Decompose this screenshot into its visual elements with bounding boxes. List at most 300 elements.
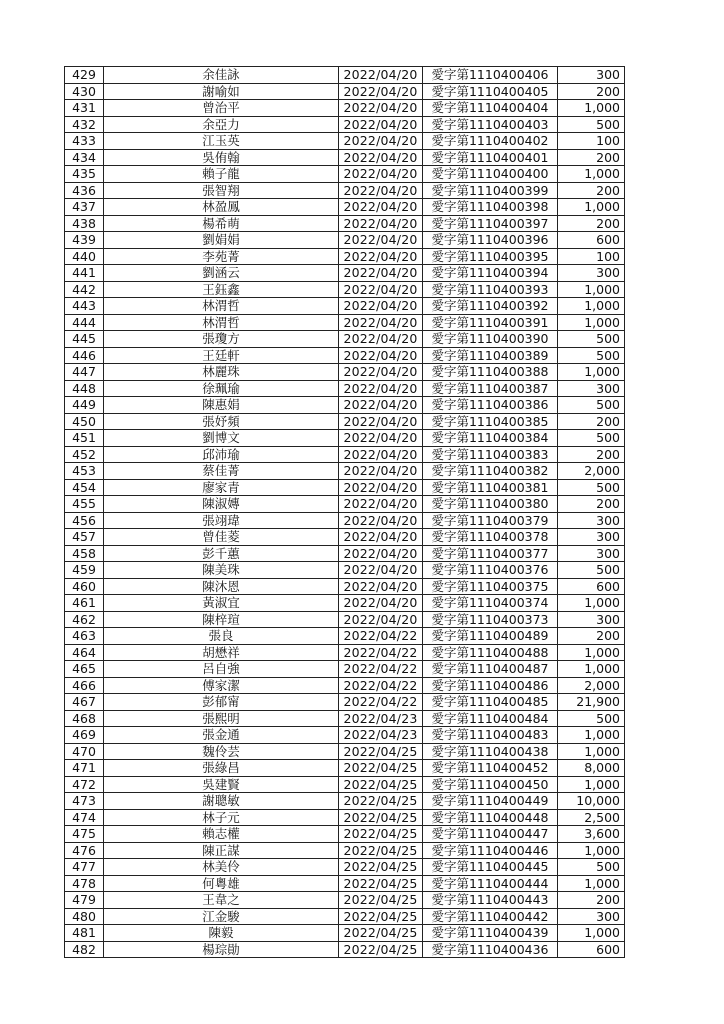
- row-number-cell: 461: [65, 595, 104, 612]
- receipt-number-cell: 愛字第1110400443: [423, 892, 558, 909]
- row-number-cell: 438: [65, 215, 104, 232]
- donation-date-cell: 2022/04/25: [339, 776, 423, 793]
- receipt-number-cell: 愛字第1110400378: [423, 529, 558, 546]
- table-row: [65, 149, 625, 166]
- donor-name-cell: 楊希萌: [104, 215, 339, 232]
- donor-name-cell: 何粵雄: [104, 875, 339, 892]
- table-row: [65, 925, 625, 942]
- donation-date-cell: 2022/04/20: [339, 149, 423, 166]
- donation-amount-cell: 300: [558, 908, 625, 925]
- receipt-number-cell: 愛字第1110400446: [423, 842, 558, 859]
- receipt-number-cell: 愛字第1110400396: [423, 232, 558, 249]
- table-row: [65, 199, 625, 216]
- receipt-number-cell: 愛字第1110400397: [423, 215, 558, 232]
- receipt-number-cell: 愛字第1110400385: [423, 413, 558, 430]
- donation-amount-cell: 1,000: [558, 743, 625, 760]
- donation-amount-cell: 500: [558, 859, 625, 876]
- row-number-cell: 436: [65, 182, 104, 199]
- donation-amount-cell: 300: [558, 512, 625, 529]
- donation-date-cell: 2022/04/20: [339, 281, 423, 298]
- table-row: [65, 826, 625, 843]
- donor-name-cell: 吳建賢: [104, 776, 339, 793]
- donor-name-cell: 余佳詠: [104, 67, 339, 84]
- row-number-cell: 479: [65, 892, 104, 909]
- receipt-number-cell: 愛字第1110400377: [423, 545, 558, 562]
- donor-name-cell: 呂自強: [104, 661, 339, 678]
- table-row: [65, 430, 625, 447]
- donation-date-cell: 2022/04/20: [339, 116, 423, 133]
- row-number-cell: 455: [65, 496, 104, 513]
- donation-date-cell: 2022/04/20: [339, 265, 423, 282]
- donor-name-cell: 胡懋祥: [104, 644, 339, 661]
- receipt-number-cell: 愛字第1110400392: [423, 298, 558, 315]
- table-row: [65, 331, 625, 348]
- donation-amount-cell: 300: [558, 380, 625, 397]
- table-row: [65, 83, 625, 100]
- receipt-number-cell: 愛字第1110400388: [423, 364, 558, 381]
- donation-date-cell: 2022/04/20: [339, 611, 423, 628]
- donation-date-cell: 2022/04/20: [339, 562, 423, 579]
- row-number-cell: 434: [65, 149, 104, 166]
- donation-date-cell: 2022/04/20: [339, 182, 423, 199]
- receipt-number-cell: 愛字第1110400373: [423, 611, 558, 628]
- donation-date-cell: 2022/04/20: [339, 298, 423, 315]
- donor-name-cell: 吳侑翰: [104, 149, 339, 166]
- receipt-number-cell: 愛字第1110400439: [423, 925, 558, 942]
- donation-date-cell: 2022/04/20: [339, 446, 423, 463]
- donation-date-cell: 2022/04/20: [339, 430, 423, 447]
- table-row: [65, 661, 625, 678]
- donation-amount-cell: 10,000: [558, 793, 625, 810]
- donation-amount-cell: 2,000: [558, 677, 625, 694]
- row-number-cell: 471: [65, 760, 104, 777]
- row-number-cell: 459: [65, 562, 104, 579]
- row-number-cell: 435: [65, 166, 104, 183]
- receipt-number-cell: 愛字第1110400442: [423, 908, 558, 925]
- donor-name-cell: 張良: [104, 628, 339, 645]
- donation-date-cell: 2022/04/20: [339, 413, 423, 430]
- donation-amount-cell: 1,000: [558, 281, 625, 298]
- receipt-number-cell: 愛字第1110400400: [423, 166, 558, 183]
- donation-date-cell: 2022/04/20: [339, 232, 423, 249]
- donation-amount-cell: 1,000: [558, 298, 625, 315]
- table-row: [65, 133, 625, 150]
- table-row: [65, 809, 625, 826]
- receipt-number-cell: 愛字第1110400381: [423, 479, 558, 496]
- donation-table: [64, 66, 625, 958]
- table-row: [65, 760, 625, 777]
- donor-name-cell: 曾治平: [104, 100, 339, 117]
- table-row: [65, 281, 625, 298]
- table-row: [65, 545, 625, 562]
- donation-amount-cell: 100: [558, 133, 625, 150]
- donation-date-cell: 2022/04/25: [339, 826, 423, 843]
- donor-name-cell: 王廷軒: [104, 347, 339, 364]
- table-row: [65, 380, 625, 397]
- row-number-cell: 472: [65, 776, 104, 793]
- receipt-number-cell: 愛字第1110400488: [423, 644, 558, 661]
- receipt-number-cell: 愛字第1110400389: [423, 347, 558, 364]
- donor-name-cell: 魏伶芸: [104, 743, 339, 760]
- donation-date-cell: 2022/04/22: [339, 628, 423, 645]
- table-row: [65, 100, 625, 117]
- donation-amount-cell: 100: [558, 248, 625, 265]
- receipt-number-cell: 愛字第1110400448: [423, 809, 558, 826]
- donor-name-cell: 劉娟娟: [104, 232, 339, 249]
- donation-amount-cell: 2,000: [558, 463, 625, 480]
- table-row: [65, 892, 625, 909]
- donation-date-cell: 2022/04/20: [339, 595, 423, 612]
- donation-amount-cell: 2,500: [558, 809, 625, 826]
- table-row: [65, 875, 625, 892]
- donor-name-cell: 王鈺鑫: [104, 281, 339, 298]
- donation-date-cell: 2022/04/20: [339, 380, 423, 397]
- table-row: [65, 644, 625, 661]
- donor-name-cell: 李苑菁: [104, 248, 339, 265]
- donation-amount-cell: 1,000: [558, 925, 625, 942]
- donation-amount-cell: 500: [558, 562, 625, 579]
- receipt-number-cell: 愛字第1110400398: [423, 199, 558, 216]
- table-row: [65, 496, 625, 513]
- donation-date-cell: 2022/04/20: [339, 199, 423, 216]
- receipt-number-cell: 愛字第1110400484: [423, 710, 558, 727]
- donor-name-cell: 賴志權: [104, 826, 339, 843]
- receipt-number-cell: 愛字第1110400487: [423, 661, 558, 678]
- donor-name-cell: 謝聰敏: [104, 793, 339, 810]
- donor-name-cell: 陳梓瑄: [104, 611, 339, 628]
- donor-name-cell: 林渭哲: [104, 314, 339, 331]
- donor-name-cell: 江玉英: [104, 133, 339, 150]
- receipt-number-cell: 愛字第1110400380: [423, 496, 558, 513]
- receipt-number-cell: 愛字第1110400486: [423, 677, 558, 694]
- row-number-cell: 466: [65, 677, 104, 694]
- row-number-cell: 476: [65, 842, 104, 859]
- donation-date-cell: 2022/04/20: [339, 166, 423, 183]
- donor-name-cell: 張智翔: [104, 182, 339, 199]
- receipt-number-cell: 愛字第1110400395: [423, 248, 558, 265]
- table-row: [65, 116, 625, 133]
- row-number-cell: 473: [65, 793, 104, 810]
- donor-name-cell: 謝喻如: [104, 83, 339, 100]
- table-row: [65, 677, 625, 694]
- row-number-cell: 440: [65, 248, 104, 265]
- donor-name-cell: 林子元: [104, 809, 339, 826]
- donor-name-cell: 楊琮勛: [104, 941, 339, 958]
- donation-date-cell: 2022/04/25: [339, 743, 423, 760]
- row-number-cell: 454: [65, 479, 104, 496]
- donation-amount-cell: 1,000: [558, 166, 625, 183]
- donation-amount-cell: 300: [558, 265, 625, 282]
- donation-date-cell: 2022/04/20: [339, 463, 423, 480]
- donor-name-cell: 劉涵云: [104, 265, 339, 282]
- donation-amount-cell: 200: [558, 413, 625, 430]
- donation-amount-cell: 300: [558, 529, 625, 546]
- row-number-cell: 442: [65, 281, 104, 298]
- donation-date-cell: 2022/04/20: [339, 347, 423, 364]
- donation-date-cell: 2022/04/20: [339, 479, 423, 496]
- donor-name-cell: 賴子龍: [104, 166, 339, 183]
- donation-date-cell: 2022/04/20: [339, 364, 423, 381]
- receipt-number-cell: 愛字第1110400401: [423, 149, 558, 166]
- table-row: [65, 941, 625, 958]
- donor-name-cell: 陳正謀: [104, 842, 339, 859]
- donation-amount-cell: 1,000: [558, 100, 625, 117]
- row-number-cell: 430: [65, 83, 104, 100]
- receipt-number-cell: 愛字第1110400404: [423, 100, 558, 117]
- table-row: [65, 908, 625, 925]
- row-number-cell: 449: [65, 397, 104, 414]
- table-row: [65, 529, 625, 546]
- row-number-cell: 437: [65, 199, 104, 216]
- receipt-number-cell: 愛字第1110400436: [423, 941, 558, 958]
- receipt-number-cell: 愛字第1110400402: [423, 133, 558, 150]
- receipt-number-cell: 愛字第1110400438: [423, 743, 558, 760]
- row-number-cell: 457: [65, 529, 104, 546]
- row-number-cell: 462: [65, 611, 104, 628]
- donation-amount-cell: 1,000: [558, 727, 625, 744]
- donation-date-cell: 2022/04/22: [339, 661, 423, 678]
- table-row: [65, 446, 625, 463]
- donor-name-cell: 林麗珠: [104, 364, 339, 381]
- donation-date-cell: 2022/04/20: [339, 496, 423, 513]
- row-number-cell: 477: [65, 859, 104, 876]
- donor-name-cell: 張金通: [104, 727, 339, 744]
- donation-date-cell: 2022/04/25: [339, 859, 423, 876]
- donor-name-cell: 陳淑嫥: [104, 496, 339, 513]
- donation-amount-cell: 300: [558, 545, 625, 562]
- donor-name-cell: 林美伶: [104, 859, 339, 876]
- donor-name-cell: 陳毅: [104, 925, 339, 942]
- receipt-number-cell: 愛字第1110400383: [423, 446, 558, 463]
- table-row: [65, 347, 625, 364]
- table-row: [65, 298, 625, 315]
- donation-amount-cell: 21,900: [558, 694, 625, 711]
- receipt-number-cell: 愛字第1110400374: [423, 595, 558, 612]
- table-row: [65, 397, 625, 414]
- receipt-number-cell: 愛字第1110400399: [423, 182, 558, 199]
- donation-amount-cell: 600: [558, 232, 625, 249]
- donor-name-cell: 余亞力: [104, 116, 339, 133]
- receipt-number-cell: 愛字第1110400384: [423, 430, 558, 447]
- donation-amount-cell: 200: [558, 496, 625, 513]
- donor-name-cell: 王韋之: [104, 892, 339, 909]
- table-row: [65, 265, 625, 282]
- donation-amount-cell: 500: [558, 710, 625, 727]
- donation-amount-cell: 1,000: [558, 875, 625, 892]
- donation-amount-cell: 1,000: [558, 199, 625, 216]
- donor-name-cell: 張熙明: [104, 710, 339, 727]
- receipt-number-cell: 愛字第1110400445: [423, 859, 558, 876]
- donation-date-cell: 2022/04/25: [339, 925, 423, 942]
- receipt-number-cell: 愛字第1110400450: [423, 776, 558, 793]
- row-number-cell: 456: [65, 512, 104, 529]
- table-row: [65, 743, 625, 760]
- donation-date-cell: 2022/04/20: [339, 512, 423, 529]
- donation-amount-cell: 200: [558, 446, 625, 463]
- receipt-number-cell: 愛字第1110400382: [423, 463, 558, 480]
- donation-amount-cell: 500: [558, 479, 625, 496]
- row-number-cell: 460: [65, 578, 104, 595]
- donation-date-cell: 2022/04/20: [339, 314, 423, 331]
- row-number-cell: 443: [65, 298, 104, 315]
- donor-name-cell: 曾佳菱: [104, 529, 339, 546]
- row-number-cell: 445: [65, 331, 104, 348]
- donation-amount-cell: 200: [558, 182, 625, 199]
- table-row: [65, 578, 625, 595]
- donation-date-cell: 2022/04/23: [339, 727, 423, 744]
- donation-date-cell: 2022/04/22: [339, 677, 423, 694]
- donation-amount-cell: 200: [558, 149, 625, 166]
- donation-date-cell: 2022/04/22: [339, 644, 423, 661]
- donor-name-cell: 張綠昌: [104, 760, 339, 777]
- receipt-number-cell: 愛字第1110400390: [423, 331, 558, 348]
- table-row: [65, 694, 625, 711]
- table-row: [65, 842, 625, 859]
- table-row: [65, 562, 625, 579]
- row-number-cell: 446: [65, 347, 104, 364]
- receipt-number-cell: 愛字第1110400449: [423, 793, 558, 810]
- receipt-number-cell: 愛字第1110400403: [423, 116, 558, 133]
- donation-date-cell: 2022/04/25: [339, 875, 423, 892]
- table-row: [65, 479, 625, 496]
- donation-amount-cell: 600: [558, 941, 625, 958]
- table-row: [65, 67, 625, 84]
- table-row: [65, 413, 625, 430]
- donation-date-cell: 2022/04/23: [339, 710, 423, 727]
- table-row: [65, 628, 625, 645]
- receipt-number-cell: 愛字第1110400386: [423, 397, 558, 414]
- donation-amount-cell: 3,600: [558, 826, 625, 843]
- receipt-number-cell: 愛字第1110400483: [423, 727, 558, 744]
- donation-amount-cell: 200: [558, 628, 625, 645]
- receipt-number-cell: 愛字第1110400485: [423, 694, 558, 711]
- row-number-cell: 451: [65, 430, 104, 447]
- row-number-cell: 439: [65, 232, 104, 249]
- row-number-cell: 481: [65, 925, 104, 942]
- donation-date-cell: 2022/04/22: [339, 694, 423, 711]
- donation-date-cell: 2022/04/20: [339, 545, 423, 562]
- donation-amount-cell: 1,000: [558, 314, 625, 331]
- table-row: [65, 166, 625, 183]
- donation-date-cell: 2022/04/25: [339, 842, 423, 859]
- donation-amount-cell: 500: [558, 430, 625, 447]
- donation-table-body: [65, 67, 625, 958]
- donation-amount-cell: 500: [558, 397, 625, 414]
- donation-date-cell: 2022/04/20: [339, 331, 423, 348]
- donation-date-cell: 2022/04/25: [339, 892, 423, 909]
- donation-date-cell: 2022/04/20: [339, 397, 423, 414]
- row-number-cell: 469: [65, 727, 104, 744]
- donation-amount-cell: 200: [558, 892, 625, 909]
- donor-name-cell: 劉博文: [104, 430, 339, 447]
- donation-date-cell: 2022/04/25: [339, 793, 423, 810]
- donation-amount-cell: 1,000: [558, 644, 625, 661]
- row-number-cell: 441: [65, 265, 104, 282]
- receipt-number-cell: 愛字第1110400379: [423, 512, 558, 529]
- donor-name-cell: 林盈鳳: [104, 199, 339, 216]
- receipt-number-cell: 愛字第1110400444: [423, 875, 558, 892]
- donation-amount-cell: 1,000: [558, 364, 625, 381]
- row-number-cell: 448: [65, 380, 104, 397]
- donor-name-cell: 張翊瑋: [104, 512, 339, 529]
- row-number-cell: 464: [65, 644, 104, 661]
- donation-amount-cell: 1,000: [558, 595, 625, 612]
- receipt-number-cell: 愛字第1110400394: [423, 265, 558, 282]
- table-row: [65, 215, 625, 232]
- receipt-number-cell: 愛字第1110400375: [423, 578, 558, 595]
- row-number-cell: 433: [65, 133, 104, 150]
- table-row: [65, 512, 625, 529]
- receipt-number-cell: 愛字第1110400391: [423, 314, 558, 331]
- row-number-cell: 453: [65, 463, 104, 480]
- table-row: [65, 463, 625, 480]
- row-number-cell: 475: [65, 826, 104, 843]
- row-number-cell: 467: [65, 694, 104, 711]
- donor-name-cell: 彭千蕙: [104, 545, 339, 562]
- table-row: [65, 611, 625, 628]
- row-number-cell: 468: [65, 710, 104, 727]
- donation-amount-cell: 8,000: [558, 760, 625, 777]
- donation-date-cell: 2022/04/20: [339, 248, 423, 265]
- donation-amount-cell: 600: [558, 578, 625, 595]
- donor-name-cell: 廖家青: [104, 479, 339, 496]
- donation-amount-cell: 500: [558, 347, 625, 364]
- row-number-cell: 452: [65, 446, 104, 463]
- row-number-cell: 478: [65, 875, 104, 892]
- donor-name-cell: 張瓊方: [104, 331, 339, 348]
- donation-date-cell: 2022/04/20: [339, 133, 423, 150]
- receipt-number-cell: 愛字第1110400452: [423, 760, 558, 777]
- row-number-cell: 465: [65, 661, 104, 678]
- table-row: [65, 595, 625, 612]
- receipt-number-cell: 愛字第1110400447: [423, 826, 558, 843]
- table-row: [65, 314, 625, 331]
- table-row: [65, 248, 625, 265]
- donation-date-cell: 2022/04/25: [339, 760, 423, 777]
- receipt-number-cell: 愛字第1110400406: [423, 67, 558, 84]
- row-number-cell: 447: [65, 364, 104, 381]
- donation-amount-cell: 1,000: [558, 776, 625, 793]
- receipt-number-cell: 愛字第1110400387: [423, 380, 558, 397]
- donor-name-cell: 陳惠娟: [104, 397, 339, 414]
- receipt-number-cell: 愛字第1110400489: [423, 628, 558, 645]
- receipt-number-cell: 愛字第1110400376: [423, 562, 558, 579]
- donation-date-cell: 2022/04/20: [339, 67, 423, 84]
- row-number-cell: 450: [65, 413, 104, 430]
- donation-amount-cell: 300: [558, 611, 625, 628]
- row-number-cell: 463: [65, 628, 104, 645]
- donation-date-cell: 2022/04/20: [339, 100, 423, 117]
- donor-name-cell: 張妤頻: [104, 413, 339, 430]
- donor-name-cell: 蔡佳菁: [104, 463, 339, 480]
- donation-amount-cell: 200: [558, 215, 625, 232]
- donor-name-cell: 陳美珠: [104, 562, 339, 579]
- row-number-cell: 444: [65, 314, 104, 331]
- donation-amount-cell: 1,000: [558, 661, 625, 678]
- table-row: [65, 727, 625, 744]
- donor-name-cell: 黃淑宜: [104, 595, 339, 612]
- table-row: [65, 364, 625, 381]
- donation-date-cell: 2022/04/25: [339, 908, 423, 925]
- donation-amount-cell: 1,000: [558, 842, 625, 859]
- donation-date-cell: 2022/04/20: [339, 83, 423, 100]
- table-row: [65, 182, 625, 199]
- donor-name-cell: 邱沛瑜: [104, 446, 339, 463]
- donation-date-cell: 2022/04/25: [339, 809, 423, 826]
- row-number-cell: 470: [65, 743, 104, 760]
- table-row: [65, 793, 625, 810]
- donor-name-cell: 徐珮瑜: [104, 380, 339, 397]
